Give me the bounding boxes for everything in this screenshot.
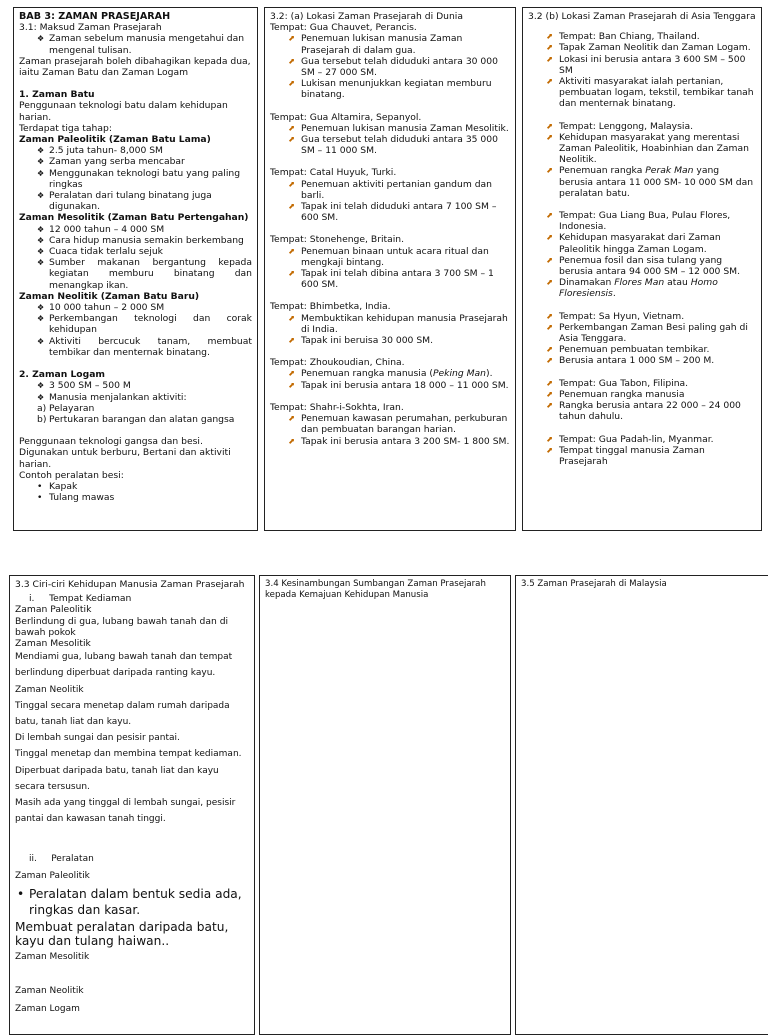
list-item: ⬆ Penemuan lukisan manusia Zaman Prasejarah di dalam gua.	[270, 33, 510, 55]
list-item: ⬆ Lukisan menunjukkan kegiatan memburu binatang.	[270, 78, 510, 100]
list-item: ⬆ Penemuan kawasan perumahan, perkuburan dan pembuatan barangan harian.	[270, 413, 510, 435]
chapter-title: BAB 3: ZAMAN PRASEJARAH	[19, 11, 171, 22]
list-item: ⬆ Tapak ini telah dibina antara 3 700 SM – 1 600 SM.	[270, 268, 510, 290]
site-list	[270, 123, 510, 157]
era-text: batu, tanah liat dan kayu.	[15, 717, 132, 728]
neolitik-heading: Zaman Neolitik (Zaman Batu Baru)	[19, 290, 200, 302]
paleolitik-list	[19, 145, 252, 212]
site-list	[270, 179, 510, 224]
list-item: • Kapak	[19, 481, 252, 492]
subsection-heading: i. Tempat Kediaman	[29, 593, 132, 605]
era-label: Zaman Paleolitik	[15, 870, 90, 881]
era-text: Membuat peralatan daripada batu, kayu dan tulang haiwan..	[15, 919, 229, 948]
list-item: ⬆ Rangka berusia antara 22 000 – 24 000 tahun dahulu.	[528, 400, 756, 422]
era-text: pantai dan kawasan tanah tinggi.	[15, 814, 166, 825]
list-item: ❖ 2.5 juta tahun- 8,000 SM	[19, 145, 252, 156]
list-item: ❖ Cuaca tidak terlalu sejuk	[19, 246, 252, 257]
list-item: ❖ 3 500 SM – 500 M	[19, 380, 252, 391]
notes-panel-prasejarah-malaysia	[515, 575, 768, 1035]
site-list	[528, 311, 756, 367]
list-item-continuation: ringkas dan kasar.	[29, 902, 141, 917]
list-item: ⬆ Penemuan rangka Perak Man yang berusia antara 11 000 SM- 10 000 SM dan peralatan batu.	[528, 165, 756, 199]
list-item: ⬆ Penemuan pembuatan tembikar.	[528, 344, 756, 355]
subsection-heading: ii. Peralatan	[29, 854, 94, 865]
era-label: Zaman Mesolitik	[15, 638, 91, 650]
list-item: ❖ Cara hidup manusia semakin berkembang	[19, 235, 252, 246]
list-item: ⬆ Penemuan rangka manusia	[528, 389, 756, 400]
neolitik-list	[19, 302, 252, 358]
list-item: • Peralatan dalam bentuk sedia ada,	[15, 886, 249, 902]
list-item: ⬆ Aktiviti masyarakat ialah pertanian, pembuatan logam, tekstil, tembikar tanah dan menternak binatang.	[528, 76, 756, 110]
list-item: ⬆ Kehidupan masyarakat yang merentasi Zaman Paleolitik, Hoabinhian dan Zaman Neolitik.	[528, 132, 756, 166]
era-text: Di lembah sungai dan pesisir pantai.	[15, 733, 180, 744]
site-place: Tempat: Bhimbetka, India.	[270, 301, 391, 313]
site-place: Tempat: Stonehenge, Britain.	[270, 234, 405, 246]
notes-panel-kesinambungan	[259, 575, 511, 1035]
definition-list	[19, 33, 252, 55]
zaman-batu-text-2: Terdapat tiga tahap:	[19, 122, 112, 134]
list-item: ❖ Aktiviti bercucuk tanam, membuat tembikar dan menternak binatang.	[19, 336, 252, 358]
list-item: ⬆ Penemuan aktiviti pertanian gandum dan barli.	[270, 179, 510, 201]
list-item: ⬆ Penemuan rangka manusia (Peking Man).	[270, 368, 510, 379]
list-item: ❖ 10 000 tahun – 2 000 SM	[19, 302, 252, 313]
list-item: ❖ Menggunakan teknologi batu yang paling ringkas	[19, 168, 252, 190]
site-list	[270, 246, 510, 291]
list-item: ⬆ Tempat: Sa Hyun, Vietnam.	[528, 311, 756, 322]
era-label: Zaman Neolitik	[15, 684, 84, 695]
list-item: ⬆ Penemuan lukisan manusia Zaman Mesolitik.	[270, 123, 510, 134]
list-item: ❖ Zaman sebelum manusia mengetahui dan mengenal tulisan.	[19, 33, 252, 55]
intro-text: Zaman prasejarah boleh dibahagikan kepada dua, iaitu Zaman Batu dan Zaman Logam	[19, 55, 251, 79]
list-item: ⬆ Lokasi ini berusia antara 3 600 SM – 500 SM	[528, 54, 756, 76]
era-text: Tinggal menetap dan membina tempat kediaman.	[15, 749, 242, 760]
list-item: ⬆ Tapak ini beruisa 30 000 SM.	[270, 335, 510, 346]
list-item: • Tulang mawas	[19, 492, 252, 503]
site-list	[528, 210, 756, 300]
section-title: 3.2 (b) Lokasi Zaman Prasejarah di Asia Tenggara	[528, 11, 756, 22]
list-item: ⬆ Gua tersebut telah diduduki antara 30 000 SM – 27 000 SM.	[270, 56, 510, 78]
list-item: ⬆ Tapak ini telah diduduki antara 7 100 SM – 600 SM.	[270, 201, 510, 223]
section-3-1-heading: 3.1: Maksud Zaman Prasejarah	[19, 22, 162, 34]
site-list	[270, 313, 510, 347]
list-item: b) Pertukaran barangan dan alatan gangsa	[37, 413, 235, 425]
era-label: Zaman Logam	[15, 1004, 80, 1015]
section-title: 3.4 Kesinambungan Sumbangan Zaman Prasejarah kepada Kemajuan Kehidupan Manusia	[265, 579, 486, 600]
list-item: ❖ Perkembangan teknologi dan corak kehidupan	[19, 313, 252, 335]
list-item: ⬆ Membuktikan kehidupan manusia Prasejarah di India.	[270, 313, 510, 335]
list-item: ⬆ Tempat: Gua Padah-lin, Myanmar.	[528, 434, 756, 445]
era-label: Zaman Neolitik	[15, 986, 84, 997]
list-item: ⬆ Kehidupan masyarakat dari Zaman Paleolitik hingga Zaman Logam.	[528, 232, 756, 254]
logam-activity-list	[19, 403, 252, 425]
site-place: Tempat: Shahr-i-Sokhta, Iran.	[270, 401, 404, 413]
era-label: Zaman Paleolitik	[15, 604, 92, 616]
besi-list	[19, 481, 252, 503]
notes-panel-lokasi-asia-tenggara	[522, 7, 762, 531]
zaman-batu-heading: 1. Zaman Batu	[19, 89, 95, 101]
logam-list	[19, 380, 252, 402]
era-text: Mendiami gua, lubang bawah tanah dan tempat	[15, 652, 233, 663]
site-list	[528, 121, 756, 199]
mesolitik-heading: Zaman Mesolitik (Zaman Batu Pertengahan)	[19, 212, 249, 224]
site-list	[528, 434, 756, 468]
list-item: ⬆ Penemuan binaan untuk acara ritual dan mengkaji bintang.	[270, 246, 510, 268]
site-list	[270, 368, 510, 390]
list-item: ⬆ Tapak Zaman Neolitik dan Zaman Logam.	[528, 42, 756, 53]
list-item: ❖ Manusia menjalankan aktiviti:	[19, 392, 252, 403]
besi-use-text: Digunakan untuk berburu, Bertani dan aktiviti harian.	[19, 447, 231, 470]
section-title: 3.2: (a) Lokasi Zaman Prasejarah di Dunia	[270, 11, 463, 22]
list-item: ⬆ Tempat tinggal manusia Zaman Prasejarah	[528, 445, 756, 467]
notes-panel-ciri-kehidupan	[9, 575, 255, 1035]
list-item: ⬆ Dinamakan Flores Man atau Homo Floresiensis.	[528, 277, 756, 299]
list-item: ⬆ Tempat: Lenggong, Malaysia.	[528, 121, 756, 132]
era-text: Tinggal secara menetap dalam rumah daripada	[15, 700, 230, 711]
site-list	[270, 33, 510, 100]
zaman-batu-text: Penggunaan teknologi batu dalam kehidupan harian.	[19, 100, 228, 123]
gangsa-text: Penggunaan teknologi gangsa dan besi.	[19, 436, 203, 448]
list-item: ⬆ Tapak ini berusia antara 18 000 – 11 000 SM.	[270, 380, 510, 391]
section-title: 3.5 Zaman Prasejarah di Malaysia	[521, 579, 667, 589]
era-label: Zaman Mesolitik	[15, 951, 90, 962]
mesolitik-list	[19, 224, 252, 291]
list-item: ❖ Zaman yang serba mencabar	[19, 156, 252, 167]
era-text: berlindung diperbuat daripada ranting kayu.	[15, 668, 216, 679]
paleolitik-heading: Zaman Paleolitik (Zaman Batu Lama)	[19, 134, 211, 146]
list-item: ⬆ Gua tersebut telah diduduki antara 35 000 SM – 11 000 SM.	[270, 134, 510, 156]
site-list	[528, 378, 756, 423]
list-item: a) Pelayaran	[37, 402, 95, 414]
era-text: Berlindung di gua, lubang bawah tanah dan di bawah pokok	[15, 615, 229, 638]
list-item: ⬆ Penemua fosil dan sisa tulang yang berusia antara 94 000 SM – 12 000 SM.	[528, 255, 756, 277]
era-text: Diperbuat daripada batu, tanah liat dan kayu	[15, 765, 219, 776]
site-place: Tempat: Catal Huyuk, Turki.	[270, 167, 397, 179]
site-place: Tempat: Gua Chauvet, Perancis.	[270, 22, 417, 34]
notes-panel-lokasi-dunia	[264, 7, 516, 531]
list-item: ❖ 12 000 tahun – 4 000 SM	[19, 224, 252, 235]
list-item: ⬆ Berusia antara 1 000 SM – 200 M.	[528, 355, 756, 366]
site-list	[528, 31, 756, 109]
list-item: ⬆ Tapak ini berusia antara 3 200 SM- 1 800 SM.	[270, 436, 510, 447]
site-place: Tempat: Gua Altamira, Sepanyol.	[270, 111, 422, 123]
contoh-text: Contoh peralatan besi:	[19, 469, 124, 481]
list-item: ⬆ Tempat: Gua Liang Bua, Pulau Flores, Indonesia.	[528, 210, 756, 232]
list-item: ⬆ Tempat: Gua Tabon, Filipina.	[528, 378, 756, 389]
era-text: secara tersusun.	[15, 781, 90, 792]
list-item: ⬆ Tempat: Ban Chiang, Thailand.	[528, 31, 756, 42]
era-text: Masih ada yang tinggal di lembah sungai, pesisir	[15, 798, 236, 809]
list-item: ❖ Sumber makanan bergantung kepada kegiatan memburu binatang dan menangkap ikan.	[19, 257, 252, 291]
site-place: Tempat: Zhoukoudian, China.	[270, 357, 405, 369]
notes-panel-bab3	[13, 7, 258, 531]
section-title: 3.3 Ciri-ciri Kehidupan Manusia Zaman Prasejarah	[15, 579, 245, 590]
list-item: ❖ Peralatan dari tulang binatang juga digunakan.	[19, 190, 252, 212]
site-list	[270, 413, 510, 447]
list-item: ⬆ Perkembangan Zaman Besi paling gah di Asia Tenggara.	[528, 322, 756, 344]
zaman-logam-heading: 2. Zaman Logam	[19, 369, 105, 381]
